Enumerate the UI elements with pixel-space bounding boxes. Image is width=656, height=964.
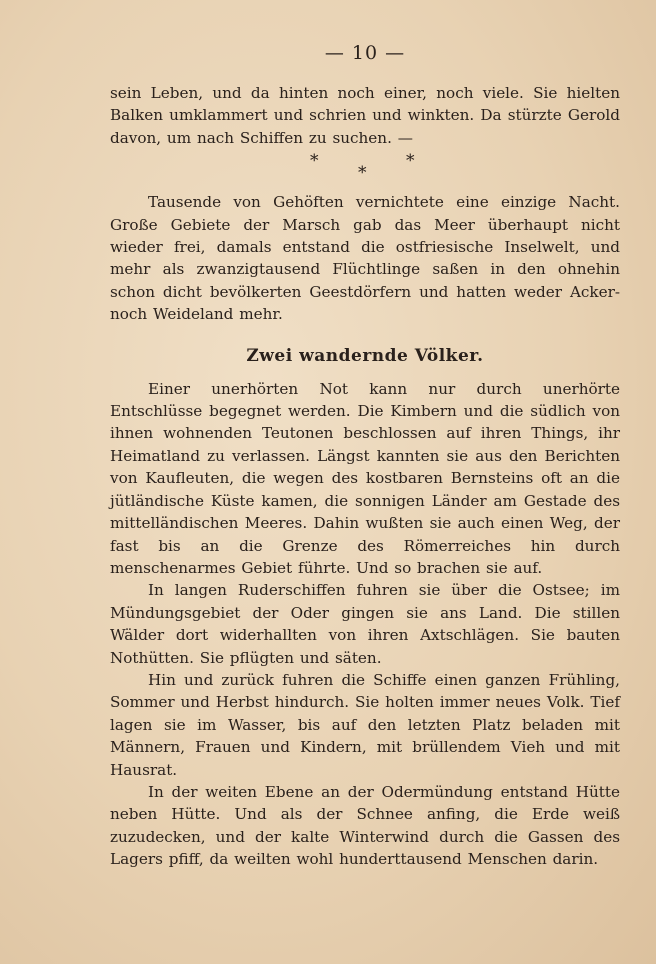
paragraph-continuation: sein Leben, und da hinten noch einer, noch viele. Sie hielten Balken umklammert und schrien und winkten. Da stürzte Gerold davon, um nach Schiffen zu suchen. — [110,84,620,147]
page-number: — 10 — [324,42,406,64]
separator-star: * [406,151,415,172]
paragraph: In der weiten Ebene an der Odermündung entstand Hütte neben Hütte. Und als der Schnee anfing, die Erde weiß zuzudecken, und der kalte Winterwind durch die Gassen des Lagers pfiff, da weilten wohl hunderttausend Menschen darin. [110,782,620,869]
section-separator [110,149,620,191]
paragraph-flood: Tausende von Gehöften vernichtete eine einzige Nacht. Große Gebiete der Marsch gab das Meer überhaupt nicht wieder frei, damals entstand die ostfriesische Inselwelt, und mehr als zwanzigtausend Flüchtlinge saßen in den ohnehin schon dicht bevölkerten Geestdörfern und hatten weder Acker- noch Weideland mehr. [110,193,620,324]
paragraph: Einer unerhörten Not kann nur durch unerhörte Entschlüsse begegnet werden. Die Kimbern und die südlich von ihnen wohnenden Teutonen beschlossen auf ihren Things, ihr Heimatland zu verlassen. Längst kannten sie aus den Berichten von Kaufleuten, die wegen des kostbaren Bernsteins oft an die jütländische Küste kamen, die sonnigen Länder am Gestade des mittelländischen Meeres. Dahin wußten sie auch einen Weg, der fast bis an die Grenze des Römerreiches hin durch menschenarmes Gebiet führte. Und so brachen sie auf. [110,379,620,577]
separator-star: * [358,163,367,184]
section-heading: Zwei wandernde Völker. [246,345,484,366]
book-page [110,38,620,871]
separator-star: * [310,151,319,172]
paragraph: Hin und zurück fuhren die Schiffe einen ganzen Frühling, Sommer und Herbst hindurch. Sie holten immer neues Volk. Tief lagen sie im Wasser, bis auf den letzten Platz beladen mit Männern, Frauen und Kindern, mit brüllendem Vieh und mit Hausrat. [110,670,620,779]
paragraph: In langen Ruderschiffen fuhren sie über die Ostsee; im Mündungsgebiet der Oder gingen sie ans Land. Die stillen Wälder dort widerhallten von ihren Axtschlägen. Sie bauten Nothütten. Sie pflügten und säten. [110,581,620,667]
